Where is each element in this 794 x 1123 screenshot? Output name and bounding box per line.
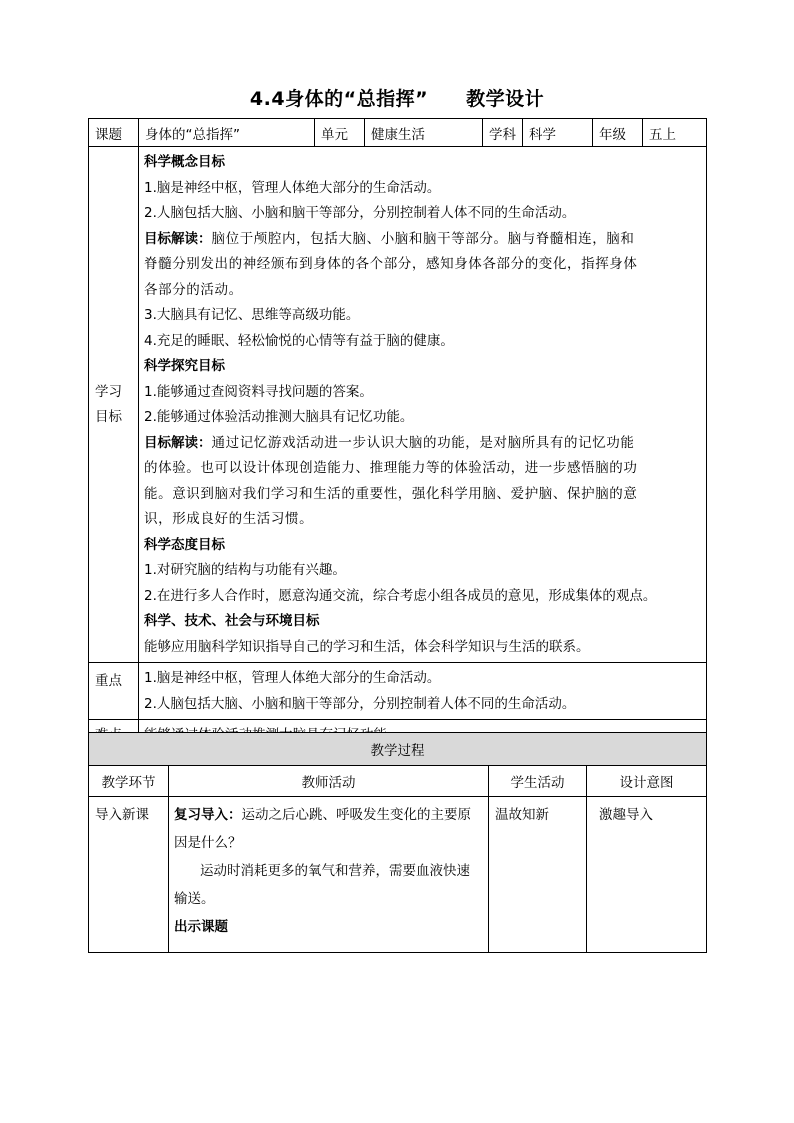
title-main: 4.4身体的“总指挥” [249, 88, 429, 110]
attitude-item: 2.在进行多人合作时，愿意沟通交流，综合考虑小组各成员的意见，形成集体的观点。 [144, 587, 657, 604]
unit-value: 健康生活 [365, 119, 483, 147]
header-row [89, 119, 707, 147]
goals-label-line1: 学习 [95, 383, 122, 400]
teacher-question-line: 因是什么？ [174, 835, 242, 851]
teacher-bold-label: 复习导入： [174, 807, 242, 823]
process-header-row [89, 766, 707, 797]
attitude-item: 1.对研究脑的结构与功能有兴趣。 [144, 562, 346, 578]
subject-value: 科学 [523, 119, 593, 147]
teacher-question [174, 801, 483, 829]
inquiry-note-line: 的体验。也可以设计体现创造能力、推理能力等的体验活动，进一步感悟脑的功 [144, 460, 638, 476]
concept-item: 2.人脑包括大脑、小脑和脑干等部分，分别控制着人体不同的生命活动。 [144, 205, 576, 221]
concept-note-line: 各部分的活动。 [144, 281, 243, 298]
concept-note [144, 227, 701, 253]
concept-note-line: 脊髓分别发出的神经颁布到身体的各个部分，感知身体各部分的变化，指挥身体 [144, 256, 638, 272]
process-stage: 导入新课 [89, 797, 169, 953]
topic-label: 课题 [89, 119, 139, 147]
inquiry-title: 科学探究目标 [144, 358, 225, 374]
process-title-row [89, 733, 707, 766]
society-item: 能够应用脑科学知识指导自己的学习和生活，体会科学知识与生活的联系。 [144, 638, 590, 655]
goals-label-line2: 目标 [95, 408, 122, 425]
process-intent: 激趣导入 [587, 797, 707, 953]
key-points-content [139, 663, 707, 720]
goals-content [139, 147, 707, 663]
grade-label: 年级 [593, 119, 643, 147]
inquiry-item: 2.能够通过体验活动推测大脑具有记忆功能。 [144, 409, 414, 425]
key-point-item: 1.脑是神经中枢，管理人体绝大部分的生命活动。 [144, 670, 441, 686]
subject-label: 学科 [483, 119, 523, 147]
grade-value: 五上 [643, 119, 707, 147]
teacher-question-line: 运动之后心跳、呼吸发生变化的主要原 [241, 807, 471, 823]
inquiry-item: 1.能够通过查阅资料寻找问题的答案。 [144, 383, 373, 400]
inquiry-note-line: 能。意识到脑对我们学习和生活的重要性，强化科学用脑、爱护脑、保护脑的意 [144, 485, 638, 502]
concept-note-label: 目标解读： [144, 230, 212, 247]
goals-row [89, 147, 707, 663]
concept-item: 4.充足的睡眠、轻松愉悦的心情等有益于脑的健康。 [144, 332, 454, 349]
concept-note-line: 脑位于颅腔内，包括大脑、小脑和脑干等部分。脑与脊髓相连，脑和 [211, 230, 635, 247]
concept-title: 科学概念目标 [144, 154, 225, 170]
unit-label: 单元 [315, 119, 365, 147]
process-student: 温故知新 [489, 797, 587, 953]
teaching-process-table [88, 732, 707, 953]
inquiry-note-label: 目标解读： [144, 434, 212, 451]
page-title [0, 84, 794, 111]
goals-label [89, 147, 139, 663]
key-points-row [89, 663, 707, 720]
concept-item: 1.脑是神经中枢，管理人体绝大部分的生命活动。 [144, 179, 441, 196]
col-intent: 设计意图 [587, 766, 707, 797]
process-title: 教学过程 [89, 733, 707, 766]
title-suffix: 教学设计 [466, 88, 545, 110]
key-points-label: 重点 [89, 663, 139, 720]
lesson-info-table [88, 118, 707, 747]
inquiry-note-line: 识，形成良好的生活习惯。 [144, 511, 314, 527]
col-teacher: 教师活动 [169, 766, 489, 797]
inquiry-note [144, 431, 701, 457]
process-row [89, 797, 707, 953]
inquiry-note-line: 通过记忆游戏活动进一步认识大脑的功能，是对脑所具有的记忆功能 [211, 434, 635, 451]
key-point-item: 2.人脑包括大脑、小脑和脑干等部分，分别控制着人体不同的生命活动。 [144, 695, 576, 712]
topic-value: 身体的“总指挥” [139, 119, 315, 147]
process-teacher [169, 797, 489, 953]
teacher-show-title: 出示课题 [174, 919, 228, 935]
concept-item: 3.大脑具有记忆、思维等高级功能。 [144, 307, 360, 323]
teacher-answer-line: 输送。 [174, 891, 215, 907]
attitude-title: 科学态度目标 [144, 536, 225, 553]
teacher-answer-line: 运动时消耗更多的氧气和营养，需要血液快速 [200, 863, 470, 879]
col-stage: 教学环节 [89, 766, 169, 797]
society-title: 科学、技术、社会与环境目标 [144, 613, 320, 629]
col-student: 学生活动 [489, 766, 587, 797]
